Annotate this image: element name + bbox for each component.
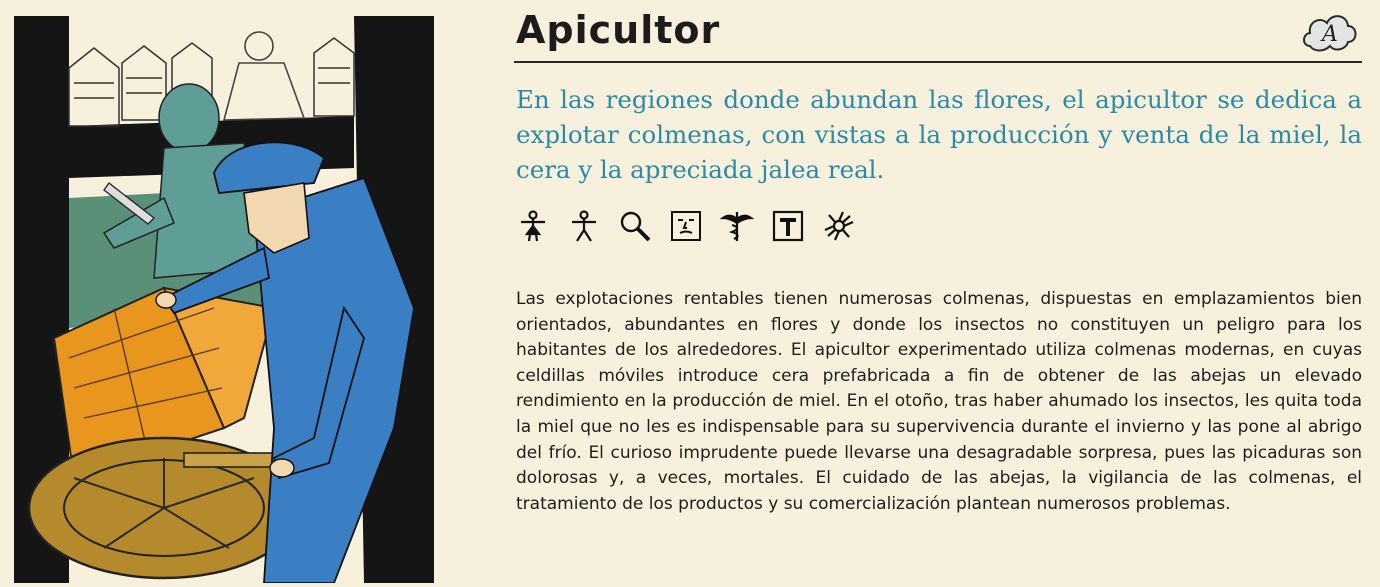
face-square-icon — [669, 209, 703, 243]
profile-icons — [516, 206, 873, 246]
female-figure-icon — [516, 209, 550, 243]
male-figure-icon — [567, 209, 601, 243]
title-rule — [514, 61, 1362, 63]
cloud-letter-icon — [1300, 8, 1358, 56]
beekeeper-illustration — [14, 8, 446, 583]
badge-letter: A — [1322, 22, 1338, 47]
article — [514, 0, 1364, 587]
magnifier-icon — [618, 209, 652, 243]
article-title: Apicultor — [516, 8, 721, 52]
t-square-icon — [771, 209, 805, 243]
lead-paragraph: En las regiones donde abundan las flores, el apicultor se dedica a explotar colmenas, con vistas a la producción y venta de la miel, la cera y la apreciada jalea real. — [516, 85, 1362, 184]
shutter-icon — [822, 209, 856, 243]
body-paragraph: Las explotaciones rentables tienen numerosas colmenas, dispuestas en emplazamientos bien orientados, abundantes en flores y donde los insectos no constituyen un peligro para los habitantes de los alrededores. El apicultor experimentado utiliza colmenas modernas, en cuyas celdillas móviles introduce cera prefabricada a fin de obtener de las abejas un elevado rendimiento en la producción de miel. En el otoño, tras haber ahumado los insectos, les quita toda la miel que no les es indispensable para su supervivencia durante el invierno y las pone al abrigo del frío. El curioso imprudente puede llevarse una desagradable sorpresa, pues las picaduras son dolorosas y, a veces, mortales. El cuidado de las abejas, la vigilancia de las colmenas, el tratamiento de los productos y su comercialización plantean numerosos problemas. — [516, 289, 1362, 514]
caduceus-icon — [720, 209, 754, 243]
illustration-art — [14, 8, 446, 583]
